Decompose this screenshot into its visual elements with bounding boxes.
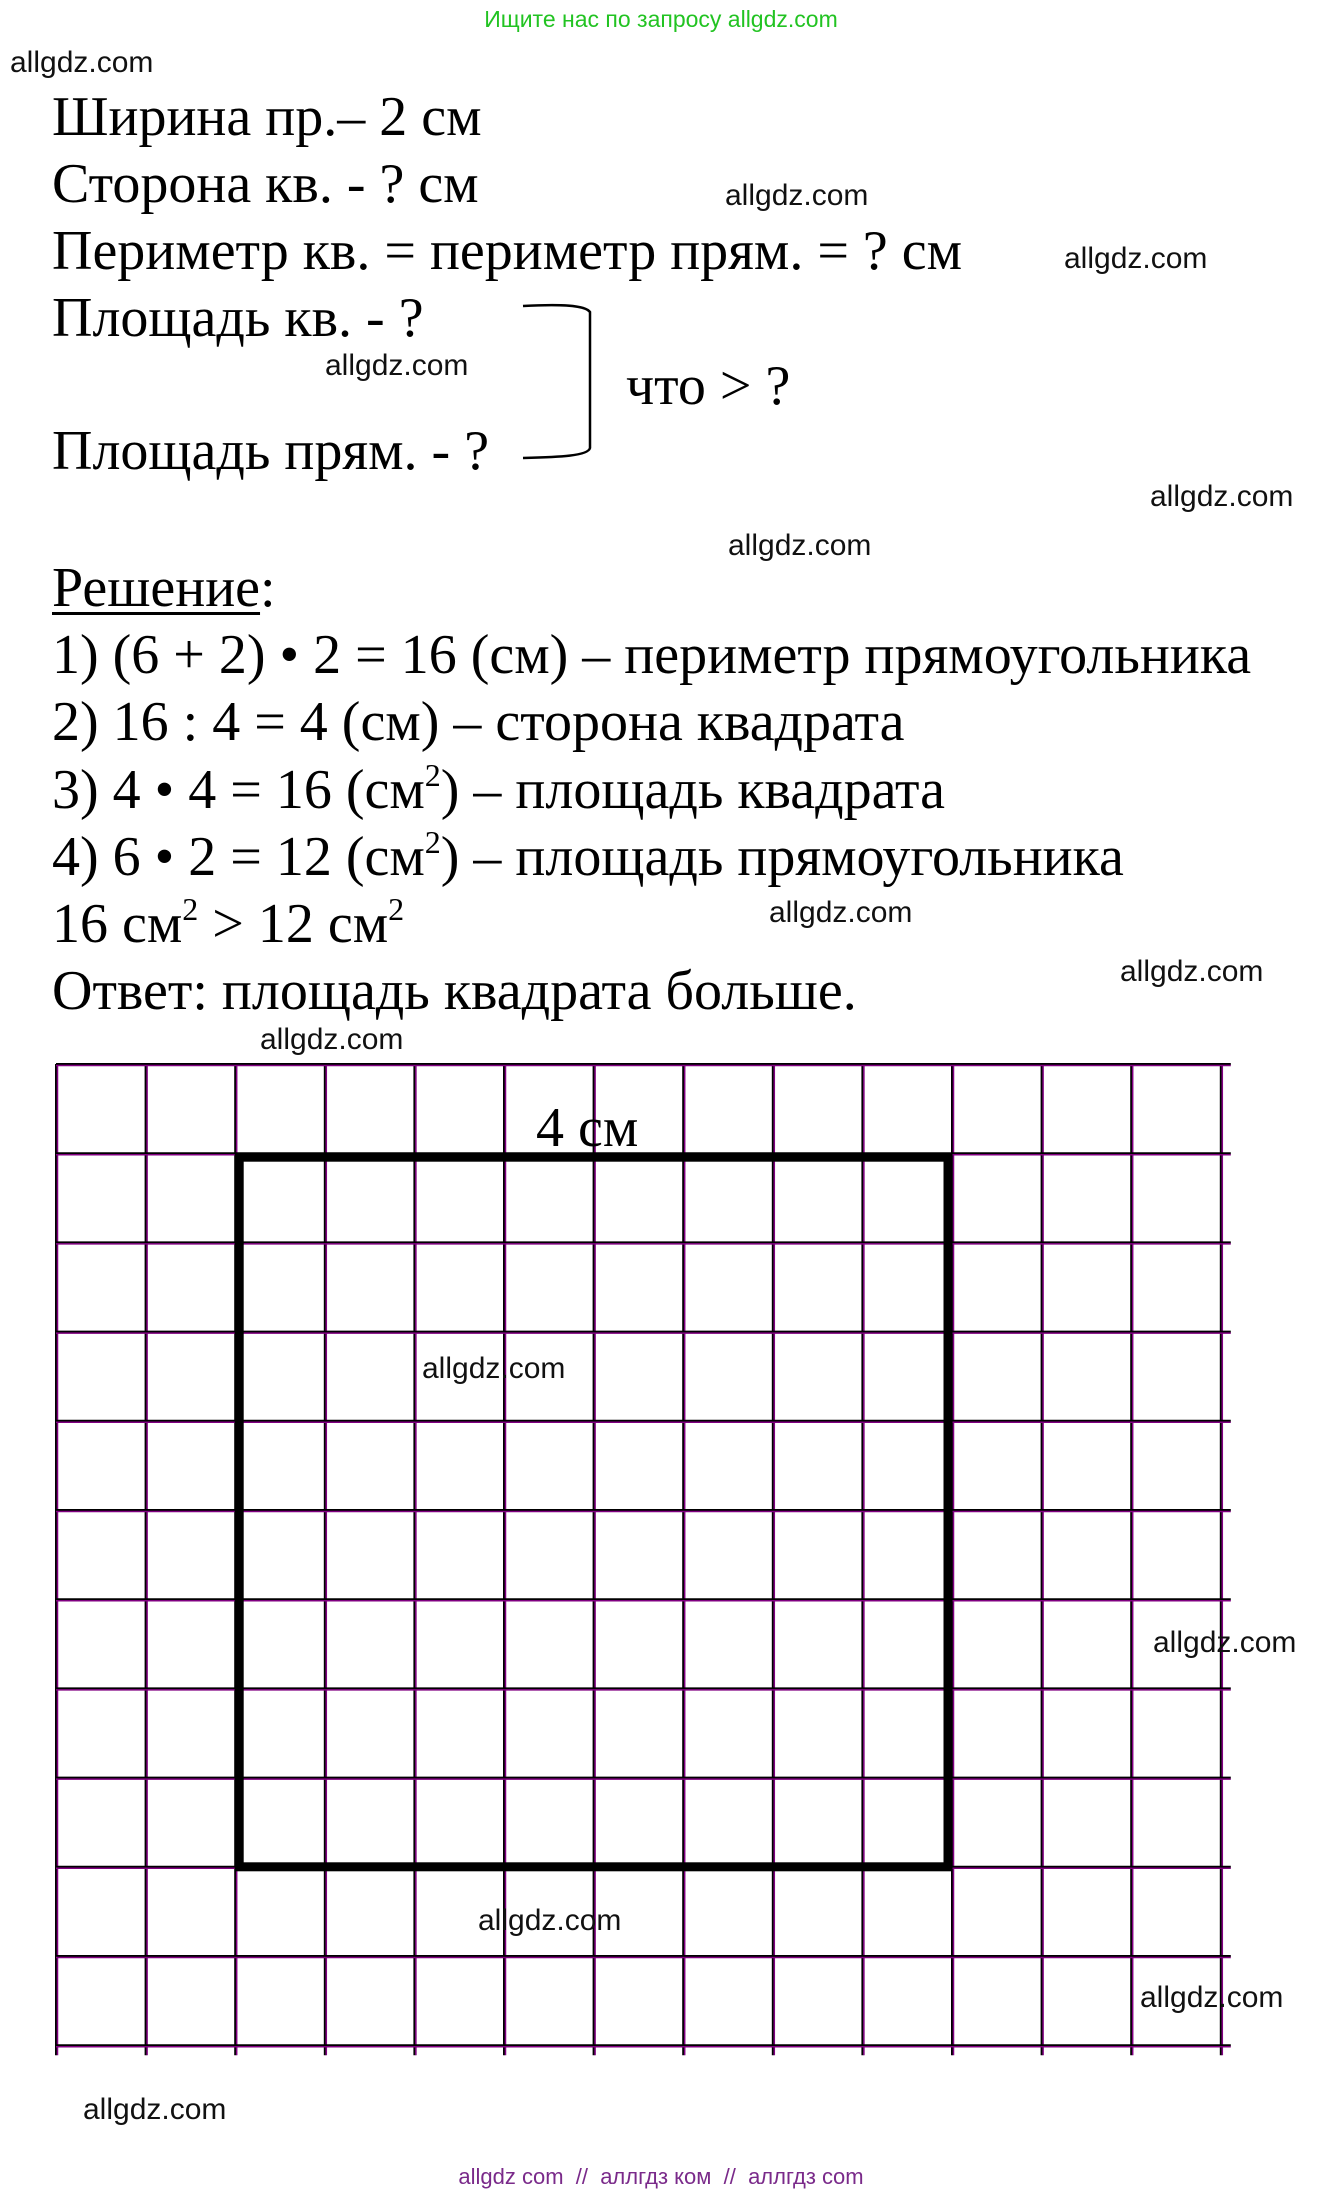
watermark: allgdz.com <box>1120 955 1264 988</box>
watermark: allgdz.com <box>1150 480 1294 513</box>
superscript: 2 <box>388 891 405 927</box>
compare-b: > 12 см <box>198 893 389 955</box>
step4-a: 4) 6 • 2 = 12 (см <box>52 826 425 888</box>
given-width: Ширина пр.– 2 см <box>52 86 482 148</box>
watermark: allgdz.com <box>728 529 872 562</box>
side-label: 4 см <box>536 1097 639 1159</box>
watermark: allgdz.com <box>10 46 154 79</box>
solution-step-1: 1) (6 + 2) • 2 = 16 (см) – периметр прямоугольника <box>52 624 1252 686</box>
given-area-square: Площадь кв. - ? <box>52 287 424 349</box>
top-banner[interactable]: Ищите нас по запросу allgdz.com <box>484 6 838 32</box>
watermark: allgdz.com <box>725 179 869 212</box>
superscript: 2 <box>424 824 441 860</box>
watermark: allgdz.com <box>422 1352 566 1385</box>
watermark: allgdz.com <box>260 1023 404 1056</box>
given-side: Сторона кв. - ? см <box>52 153 479 215</box>
superscript: 2 <box>424 757 441 793</box>
given-perimeter: Периметр кв. = периметр прям. = ? см <box>52 220 963 282</box>
step3-b: ) – площадь квадрата <box>440 759 946 821</box>
step3-a: 3) 4 • 4 = 16 (см <box>52 759 425 821</box>
watermark: allgdz.com <box>83 2093 227 2126</box>
step4-b: ) – площадь прямоугольника <box>440 826 1124 888</box>
given-area-rect: Площадь прям. - ? <box>52 420 490 482</box>
solution-heading-text: Решение <box>52 557 261 619</box>
watermark: allgdz.com <box>1153 1626 1297 1659</box>
compare-a: 16 см <box>52 893 183 955</box>
watermark: allgdz.com <box>1064 242 1208 275</box>
watermark: allgdz.com <box>325 349 469 382</box>
superscript: 2 <box>182 891 199 927</box>
solution-step-2: 2) 16 : 4 = 4 (см) – сторона квадрата <box>52 691 905 753</box>
watermark: allgdz.com <box>769 896 913 929</box>
question: что > ? <box>626 355 791 417</box>
watermark: allgdz.com <box>1140 1981 1284 2014</box>
answer: Ответ: площадь квадрата больше. <box>52 960 857 1022</box>
heading-colon: : <box>260 557 276 619</box>
watermark: allgdz.com <box>478 1904 622 1937</box>
footer-banner[interactable]: allgdz com // аллгдз ком // аллгдз com <box>458 2164 864 2189</box>
